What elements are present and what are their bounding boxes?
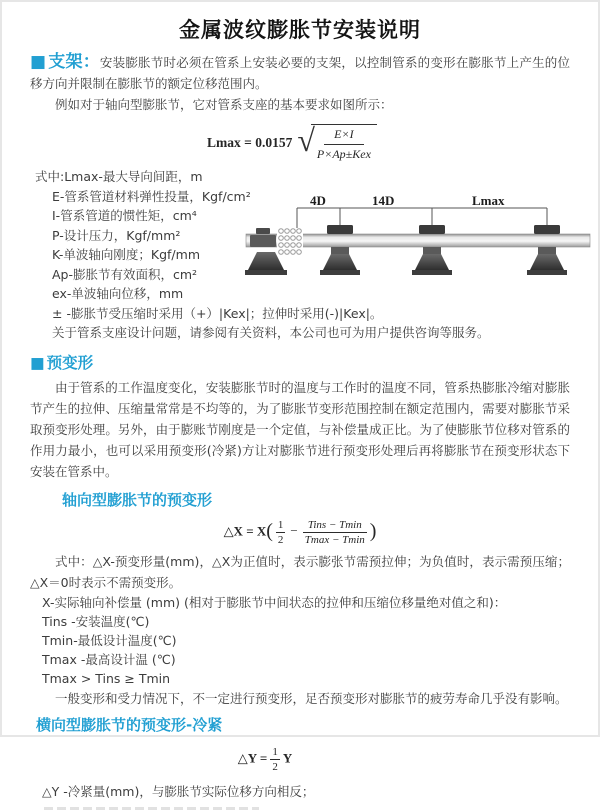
sqrt-fraction — [311, 124, 377, 162]
lateral-formula-lhs: △Y = — [237, 750, 268, 766]
support-section-heading — [30, 52, 100, 72]
variable-line: I-管系管道的惯性矩，cm⁴ — [52, 208, 197, 223]
temperature-fraction: $\frac{\text{Tins − Tmin}}{Tmax - Tmin}$ — [304, 518, 365, 546]
support-intro-text: 安装膨胀节时必须在管系上安装必要的支架，以控制管系的变形在膨胀节上产生的位移方向并限制在膨胀节的额定位移范围内。 — [30, 55, 571, 91]
lateral-preform-formula — [2, 746, 528, 773]
blue-square-icon: ■ — [30, 52, 47, 72]
support-example-paragraph: 例如对于轴向型膨胀节，它对管系支座的基本要求如图所示： — [55, 97, 393, 112]
axial-preform-formula — [2, 519, 598, 546]
preform-heading-label: 预变形 — [46, 353, 94, 372]
variable-line: Ap-膨胀节有效面积，cm² — [52, 266, 198, 282]
page-title: 金属波纹膨胀节安装说明 — [179, 18, 421, 42]
variable-line: ex-单波轴向位移，mm — [52, 286, 184, 301]
support-heading-label: 支架： — [48, 52, 100, 72]
axial-variable-list — [42, 593, 598, 688]
lmax-formula-lhs: Lmax = 0.0157 — [207, 135, 293, 150]
lmax-formula — [207, 124, 598, 162]
axial-note-paragraph: 式中：△X-预变形量(mm)，△X为正值时，表示膨张节需预拉伸；为负值时，表示需预压缩；△X＝0时表示不需预变形。 — [30, 553, 570, 590]
variable-line: Tmax > Tins ≥ Tmin — [42, 670, 171, 686]
variable-line: P-设计压力，Kgf/mm² — [52, 227, 181, 243]
guide-support — [412, 225, 452, 275]
variable-line: Tmax -最高设计温 (℃) — [42, 651, 176, 667]
sqrt-numerator: E×I — [324, 127, 363, 145]
one-half-fraction: $\frac{1}{2}$ — [272, 745, 278, 773]
guide-support — [320, 225, 360, 275]
sqrt-denominator: P×Ap±Kex — [316, 147, 371, 161]
clipped-text-line — [44, 807, 259, 810]
dimension-label-lmax: Lmax — [472, 193, 505, 208]
lateral-preform-heading: 横向型膨胀节的预变形-冷紧 — [36, 715, 223, 734]
variable-line: ± -膨胀节受压缩时采用（+）|Kex|；拉伸时采用(-)|Kex|。 — [52, 305, 383, 321]
close-paren: ) — [369, 519, 377, 542]
axial-preform-heading: 轴向型膨胀节的预变形 — [62, 490, 213, 509]
variable-line: Tmin-最低设计温度(℃) — [42, 632, 177, 648]
square-root-expression — [297, 124, 377, 162]
guide-support — [527, 225, 567, 275]
pipe-support-diagram — [240, 192, 596, 288]
dimension-label-14d: 14D — [372, 193, 395, 208]
variable-line: 式中:Lmax-最大导向间距，m — [35, 169, 203, 184]
open-paren: ( — [266, 519, 273, 542]
lateral-formula-rhs: Y — [282, 750, 293, 766]
preform-section-heading — [30, 351, 598, 373]
bellows-icon — [277, 228, 303, 254]
variable-line: 关于管系支座设计问题，请参阅有关资料，本公司也可为用户提供咨询等服务。 — [52, 325, 490, 340]
lateral-note: △Y -冷紧量(mm)，与膨胀节实际位移方向相反； — [42, 783, 315, 799]
variable-line: X-实际轴向补偿量 (mm) (相对于膨胀节中间状态的拉伸和压缩位移量绝对值之和)： — [42, 594, 507, 610]
minus-operator: − — [290, 523, 298, 539]
axial-formula-lhs: △X = X — [223, 523, 267, 539]
blue-square-icon: ■ — [30, 353, 45, 372]
variable-line: K-单波轴向刚度；Kgf/mm — [52, 247, 200, 262]
one-half-fraction: $\frac{1}{2}$ — [277, 518, 284, 546]
dimension-label-4d: 4D — [310, 193, 326, 208]
variable-line: E-管系管道材料弹性投量，Kgf/cm² — [52, 188, 251, 204]
preform-paragraph: 由于管系的工作温度变化，安装膨胀节时的温度与工作时的温度不同，管系热膨胀冷缩对膨胀节产生的拉伸、压缩量常常是不均等的，为了膨胀节变形范围控制在额定范围内，需要对膨胀节采取预变形处理。另外，由于膨账节刚度是一个定值，与补偿量成正比。为了使膨胀节位移对管系的作用力最小，也可以采用预变形(冷紧)方让对膨胀节进行预变形处理后再将膨胀节在预变形状态下安装在管系中。 — [30, 379, 570, 479]
axial-general-note: 一般变形和受力情况下，不一定进行预变形，足否预变形对膨胀节的疲劳寿命几乎没有影响。 — [55, 690, 568, 706]
variable-line: Tins -安装温度(℃) — [42, 613, 150, 629]
support-intro-paragraph — [30, 52, 570, 94]
radical-sign-icon: √ — [297, 122, 315, 159]
